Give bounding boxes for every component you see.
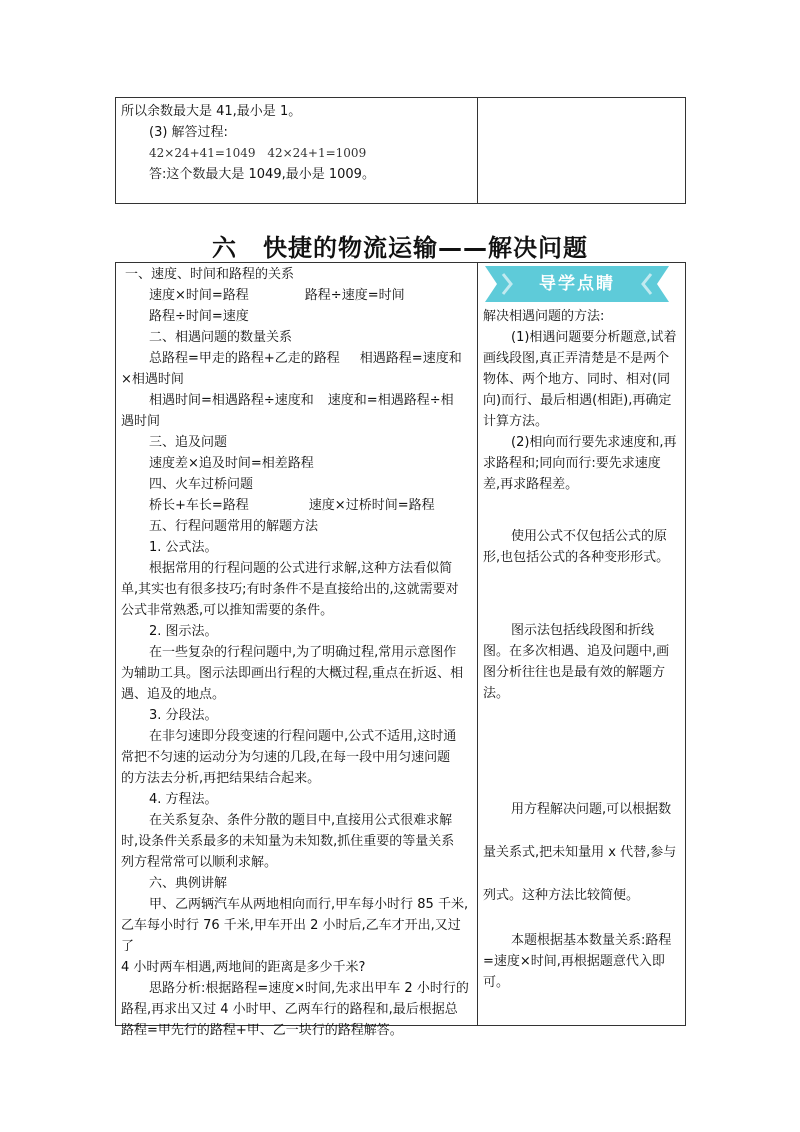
left-line: 思路分析:根据路程=速度×时间,先求出甲车 2 小时行的 bbox=[149, 981, 469, 996]
left-line: 遇时间 bbox=[121, 414, 161, 429]
top-line-3: 42×24+41=1049 42×24+1=1009 bbox=[149, 146, 367, 160]
left-line: 六、典例讲解 bbox=[149, 876, 228, 891]
left-line: 4 小时两车相遇,两地间的距离是多少千米? bbox=[121, 960, 366, 975]
right-line: 差,再求路程差。 bbox=[483, 477, 579, 492]
left-line-formulas-2 bbox=[121, 348, 473, 369]
top-line-4: 答:这个数最大是 1049,最小是 1009。 bbox=[149, 167, 375, 182]
formula: 桥长+车长=路程 bbox=[149, 498, 249, 513]
right-line: 可。 bbox=[483, 975, 510, 990]
right-line: 量关系式,把未知量用 x 代替,参与 bbox=[483, 845, 677, 860]
left-line: 在关系复杂、条件分散的题目中,直接用公式很难求解 bbox=[149, 813, 453, 828]
banner-label: 导学点睛 bbox=[539, 274, 615, 294]
left-line-formulas-1 bbox=[121, 285, 473, 306]
left-line: 常把不匀速的运动分为匀速的几段,在每一段中用匀速问题 bbox=[121, 750, 451, 765]
left-line: 四、火车过桥问题 bbox=[149, 477, 254, 492]
formula: 相遇时间=相遇路程÷速度和 bbox=[149, 393, 314, 408]
left-line: 4. 方程法。 bbox=[149, 792, 218, 807]
top-line-2: (3) 解答过程: bbox=[149, 125, 228, 140]
right-line: (2)相向而行要先求速度和,再 bbox=[511, 435, 677, 450]
left-line-formulas-3 bbox=[121, 390, 473, 411]
formula: 总路程=甲走的路程+乙走的路程 bbox=[149, 351, 340, 366]
right-line: (1)相遇问题要分析题意,试着 bbox=[511, 330, 677, 345]
right-line: 计算方法。 bbox=[483, 414, 549, 429]
formula: 相遇路程=速度和 bbox=[359, 351, 462, 366]
left-line: 的方法去分析,再把结果结合起来。 bbox=[121, 771, 321, 786]
formula: 速度×时间=路程 bbox=[149, 288, 249, 303]
right-line: =速度×时间,再根据题意代入即 bbox=[483, 954, 665, 969]
left-line: 二、相遇问题的数量关系 bbox=[149, 330, 293, 345]
left-line: 一、速度、时间和路程的关系 bbox=[125, 267, 295, 282]
right-line: 使用公式不仅包括公式的原 bbox=[511, 529, 668, 544]
guide-banner bbox=[485, 266, 669, 302]
right-line: 图。在多次相遇、追及问题中,画 bbox=[483, 644, 670, 659]
left-line: 3. 分段法。 bbox=[149, 708, 218, 723]
left-line: 在一些复杂的行程问题中,为了明确过程,常用示意图作 bbox=[149, 645, 457, 660]
top-line-1: 所以余数最大是 41,最小是 1。 bbox=[121, 104, 302, 119]
section-title bbox=[0, 228, 800, 263]
top-section-text bbox=[121, 101, 473, 185]
formula: 速度×过桥时间=路程 bbox=[308, 498, 435, 513]
right-line: 形,也包括公式的各种变形形式。 bbox=[483, 550, 670, 565]
main-table-divider bbox=[477, 262, 478, 1026]
left-line: 三、追及问题 bbox=[149, 435, 228, 450]
right-line: 求路程和;同向而行:要先求速度 bbox=[483, 456, 661, 471]
left-line: 单,其实也有很多技巧;有时条件不是直接给出的,这就需要对 bbox=[121, 582, 459, 597]
right-line: 列式。这种方法比较简便。 bbox=[483, 888, 640, 903]
left-line: 2. 图示法。 bbox=[149, 624, 218, 639]
right-line: 用方程解决问题,可以根据数 bbox=[511, 802, 672, 817]
left-line: 在非匀速即分段变速的行程问题中,公式不适用,这时通 bbox=[149, 729, 457, 744]
left-line: 五、行程问题常用的解题方法 bbox=[149, 519, 319, 534]
left-line: ×相遇时间 bbox=[121, 372, 184, 387]
left-line: 公式非常熟悉,可以推知需要的条件。 bbox=[121, 603, 334, 618]
left-line: 根据常用的行程问题的公式进行求解,这种方法看似简 bbox=[149, 561, 453, 576]
left-line: 速度差×追及时间=相差路程 bbox=[149, 456, 314, 471]
right-line: 法。 bbox=[483, 686, 510, 701]
right-line: 图示法包括线段图和折线 bbox=[511, 623, 655, 638]
left-line: 路程=甲先行的路程+甲、乙一块行的路程解答。 bbox=[121, 1023, 403, 1038]
left-line: 1. 公式法。 bbox=[149, 540, 218, 555]
left-line: 路程÷时间=速度 bbox=[149, 309, 249, 324]
right-column bbox=[483, 306, 679, 993]
formula: 速度和=相遇路程÷相 bbox=[327, 393, 454, 408]
left-line: 甲、乙两辆汽车从两地相向而行,甲车每小时行 85 千米, bbox=[149, 897, 469, 912]
right-line: 画线段图,真正弄清楚是不是两个 bbox=[483, 351, 670, 366]
formula: 路程÷速度=时间 bbox=[304, 288, 405, 303]
left-line: 遇、追及的地点。 bbox=[121, 687, 226, 702]
right-line: 图分析往往也是最有效的解题方 bbox=[483, 665, 666, 680]
top-table-divider bbox=[477, 97, 478, 204]
left-line: 乙车每小时行 76 千米,甲车开出 2 小时后,乙车才开出,又过了 bbox=[121, 918, 461, 954]
section-title-text: 快捷的物流运输——解决问题 bbox=[263, 234, 588, 262]
section-number: 六 bbox=[212, 234, 237, 262]
left-line-formulas-4 bbox=[121, 495, 473, 516]
left-line: 为辅助工具。图示法即画出行程的大概过程,重点在折返、相 bbox=[121, 666, 464, 681]
left-column bbox=[121, 264, 473, 1041]
right-line: 解决相遇问题的方法: bbox=[483, 309, 605, 324]
right-line: 向)而行、最后相遇(相距),再确定 bbox=[483, 393, 672, 408]
right-line: 本题根据基本数量关系:路程 bbox=[511, 933, 672, 948]
left-line: 列方程常常可以顺利求解。 bbox=[121, 855, 278, 870]
left-line: 路程,再求出又过 4 小时甲、乙两车行的路程和,最后根据总 bbox=[121, 1002, 458, 1017]
left-line: 时,设条件关系最多的未知量为未知数,抓住重要的等量关系 bbox=[121, 834, 455, 849]
right-line: 物体、两个地方、同时、相对(同 bbox=[483, 372, 671, 387]
